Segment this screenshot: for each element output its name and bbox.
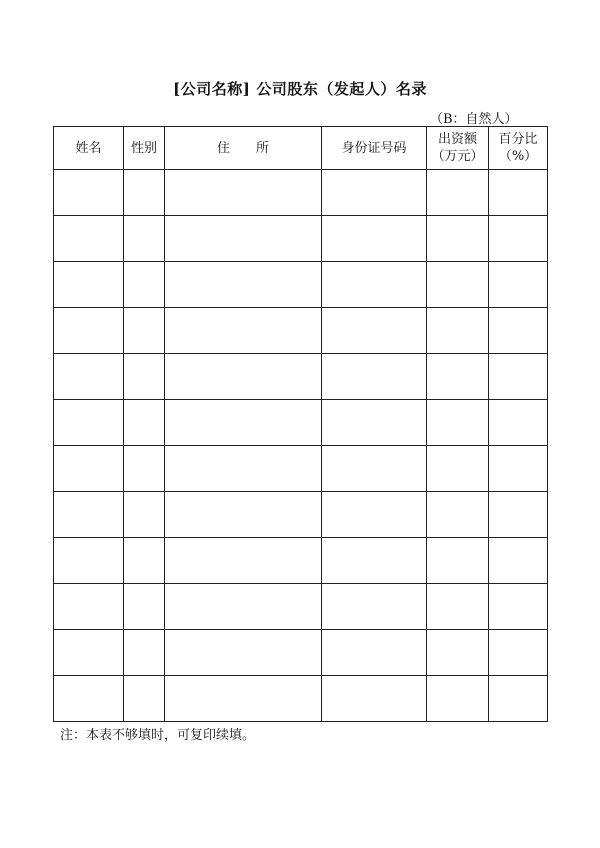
table-row xyxy=(54,584,548,630)
cell-id-number[interactable] xyxy=(322,538,427,584)
cell-contribution[interactable] xyxy=(427,446,489,492)
header-contribution-label: 出资额 xyxy=(437,132,477,147)
cell-gender[interactable] xyxy=(124,400,165,446)
cell-contribution[interactable] xyxy=(427,308,489,354)
header-percentage-unit: （%） xyxy=(498,149,538,164)
cell-name[interactable] xyxy=(54,262,124,308)
company-name-placeholder: [公司名称] xyxy=(173,80,251,98)
header-gender: 性别 xyxy=(124,127,165,170)
cell-id-number[interactable] xyxy=(322,262,427,308)
table-header-row xyxy=(54,127,548,170)
cell-id-number[interactable] xyxy=(322,446,427,492)
cell-name[interactable] xyxy=(54,400,124,446)
cell-address[interactable] xyxy=(165,584,322,630)
cell-contribution[interactable] xyxy=(427,492,489,538)
cell-percentage[interactable] xyxy=(489,492,548,538)
table-row xyxy=(54,170,548,216)
table-row xyxy=(54,354,548,400)
title-text: 公司股东（发起人）名录 xyxy=(256,80,427,98)
cell-id-number[interactable] xyxy=(322,400,427,446)
header-name: 姓名 xyxy=(54,127,124,170)
cell-address[interactable] xyxy=(165,676,322,722)
cell-gender[interactable] xyxy=(124,262,165,308)
cell-address[interactable] xyxy=(165,538,322,584)
cell-name[interactable] xyxy=(54,308,124,354)
page-title xyxy=(0,78,600,99)
cell-name[interactable] xyxy=(54,170,124,216)
cell-gender[interactable] xyxy=(124,170,165,216)
cell-id-number[interactable] xyxy=(322,354,427,400)
cell-id-number[interactable] xyxy=(322,216,427,262)
cell-contribution[interactable] xyxy=(427,630,489,676)
cell-address[interactable] xyxy=(165,216,322,262)
header-contribution xyxy=(427,127,489,170)
table-row xyxy=(54,538,548,584)
header-percentage xyxy=(489,127,548,170)
cell-gender[interactable] xyxy=(124,446,165,492)
cell-name[interactable] xyxy=(54,216,124,262)
cell-gender[interactable] xyxy=(124,630,165,676)
cell-gender[interactable] xyxy=(124,354,165,400)
cell-name[interactable] xyxy=(54,538,124,584)
cell-gender[interactable] xyxy=(124,538,165,584)
table-body xyxy=(54,170,548,722)
cell-name[interactable] xyxy=(54,354,124,400)
cell-percentage[interactable] xyxy=(489,676,548,722)
cell-address[interactable] xyxy=(165,492,322,538)
cell-id-number[interactable] xyxy=(322,492,427,538)
cell-gender[interactable] xyxy=(124,676,165,722)
cell-gender[interactable] xyxy=(124,308,165,354)
cell-name[interactable] xyxy=(54,676,124,722)
cell-contribution[interactable] xyxy=(427,538,489,584)
cell-name[interactable] xyxy=(54,584,124,630)
cell-percentage[interactable] xyxy=(489,354,548,400)
header-id-number: 身份证号码 xyxy=(322,127,427,170)
cell-percentage[interactable] xyxy=(489,400,548,446)
cell-percentage[interactable] xyxy=(489,216,548,262)
cell-contribution[interactable] xyxy=(427,354,489,400)
cell-contribution[interactable] xyxy=(427,170,489,216)
cell-percentage[interactable] xyxy=(489,262,548,308)
cell-percentage[interactable] xyxy=(489,584,548,630)
header-address: 住 所 xyxy=(165,127,322,170)
cell-percentage[interactable] xyxy=(489,538,548,584)
cell-id-number[interactable] xyxy=(322,584,427,630)
cell-address[interactable] xyxy=(165,400,322,446)
footnote: 注：本表不够填时，可复印续填。 xyxy=(60,728,256,743)
cell-contribution[interactable] xyxy=(427,676,489,722)
table-row xyxy=(54,308,548,354)
table-row xyxy=(54,676,548,722)
cell-address[interactable] xyxy=(165,170,322,216)
cell-address[interactable] xyxy=(165,354,322,400)
cell-name[interactable] xyxy=(54,446,124,492)
cell-contribution[interactable] xyxy=(427,262,489,308)
header-percentage-label: 百分比 xyxy=(498,132,538,147)
cell-contribution[interactable] xyxy=(427,216,489,262)
cell-percentage[interactable] xyxy=(489,630,548,676)
cell-contribution[interactable] xyxy=(427,584,489,630)
shareholder-table xyxy=(53,126,548,722)
cell-id-number[interactable] xyxy=(322,170,427,216)
table-row xyxy=(54,630,548,676)
cell-name[interactable] xyxy=(54,492,124,538)
cell-gender[interactable] xyxy=(124,216,165,262)
table-row xyxy=(54,492,548,538)
cell-percentage[interactable] xyxy=(489,170,548,216)
cell-id-number[interactable] xyxy=(322,308,427,354)
cell-id-number[interactable] xyxy=(322,630,427,676)
cell-gender[interactable] xyxy=(124,584,165,630)
cell-address[interactable] xyxy=(165,308,322,354)
shareholder-type-label: （B：自然人） xyxy=(430,112,518,127)
cell-percentage[interactable] xyxy=(489,446,548,492)
table-row xyxy=(54,400,548,446)
cell-address[interactable] xyxy=(165,262,322,308)
table-row xyxy=(54,216,548,262)
cell-percentage[interactable] xyxy=(489,308,548,354)
cell-address[interactable] xyxy=(165,630,322,676)
table-row xyxy=(54,446,548,492)
header-contribution-unit: （万元） xyxy=(431,149,484,164)
cell-address[interactable] xyxy=(165,446,322,492)
cell-name[interactable] xyxy=(54,630,124,676)
table-row xyxy=(54,262,548,308)
cell-contribution[interactable] xyxy=(427,400,489,446)
cell-id-number[interactable] xyxy=(322,676,427,722)
cell-gender[interactable] xyxy=(124,492,165,538)
